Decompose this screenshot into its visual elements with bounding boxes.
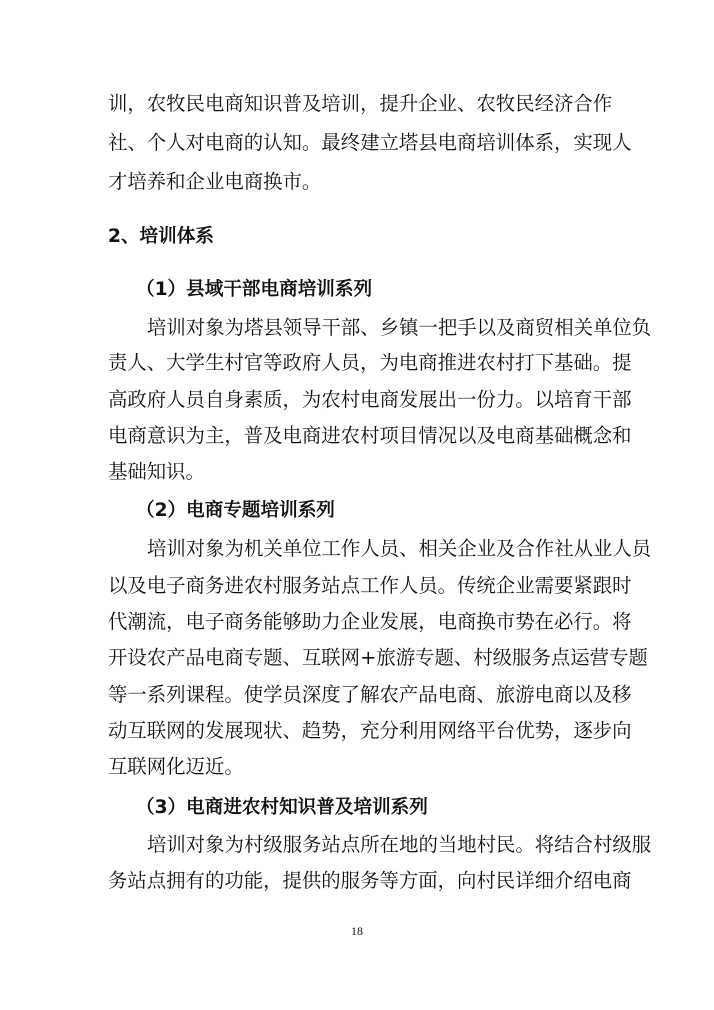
paragraph-line: 以及电子商务进农村服务站点工作人员。传统企业需要紧跟时 xyxy=(108,574,632,597)
paragraph-line: 电商意识为主，普及电商进农村项目情况以及电商基础概念和 xyxy=(108,424,632,447)
page-number: 18 xyxy=(351,924,363,938)
paragraph-line: 责人、大学生村官等政府人员，为电商推进农村打下基础。提 xyxy=(108,351,632,374)
paragraph-line: 高政府人员自身素质，为农村电商发展出一份力。以培育干部 xyxy=(108,388,632,411)
subsection-heading: （1）县域干部电商培训系列 xyxy=(136,279,373,300)
paragraph-line: 培训对象为塔县领导干部、乡镇一把手以及商贸相关单位负 xyxy=(147,316,652,339)
paragraph-line: 培训对象为机关单位工作人员、相关企业及合作社从业人员 xyxy=(147,537,652,560)
paragraph-line: 互联网化迈近。 xyxy=(108,755,244,778)
paragraph-line: 才培养和企业电商换市。 xyxy=(108,170,322,193)
paragraph-line: 开设农产品电商专题、互联网+旅游专题、村级服务点运营专题 xyxy=(108,646,648,669)
paragraph-line: 动互联网的发展现状、趋势，充分利用网络平台优势，逐步向 xyxy=(108,719,632,742)
subsection-heading: （3）电商进农村知识普及培训系列 xyxy=(136,797,428,818)
subsection-heading: （2）电商专题培训系列 xyxy=(136,500,335,521)
paragraph-line: 培训对象为村级服务站点所在地的当地村民。将结合村级服 xyxy=(147,833,652,856)
paragraph-line: 务站点拥有的功能，提供的服务等方面，向村民详细介绍电商 xyxy=(108,869,632,892)
paragraph-line: 训，农牧民电商知识普及培训，提升企业、农牧民经济合作 xyxy=(108,92,613,115)
paragraph-line: 社、个人对电商的认知。最终建立塔县电商培训体系，实现人 xyxy=(108,131,632,154)
paragraph-line: 等一系列课程。使学员深度了解农产品电商、旅游电商以及移 xyxy=(108,683,632,706)
section-heading: 2、培训体系 xyxy=(108,226,214,247)
paragraph-line: 代潮流，电子商务能够助力企业发展，电商换市势在必行。将 xyxy=(108,610,632,633)
paragraph-line: 基础知识。 xyxy=(108,460,205,483)
